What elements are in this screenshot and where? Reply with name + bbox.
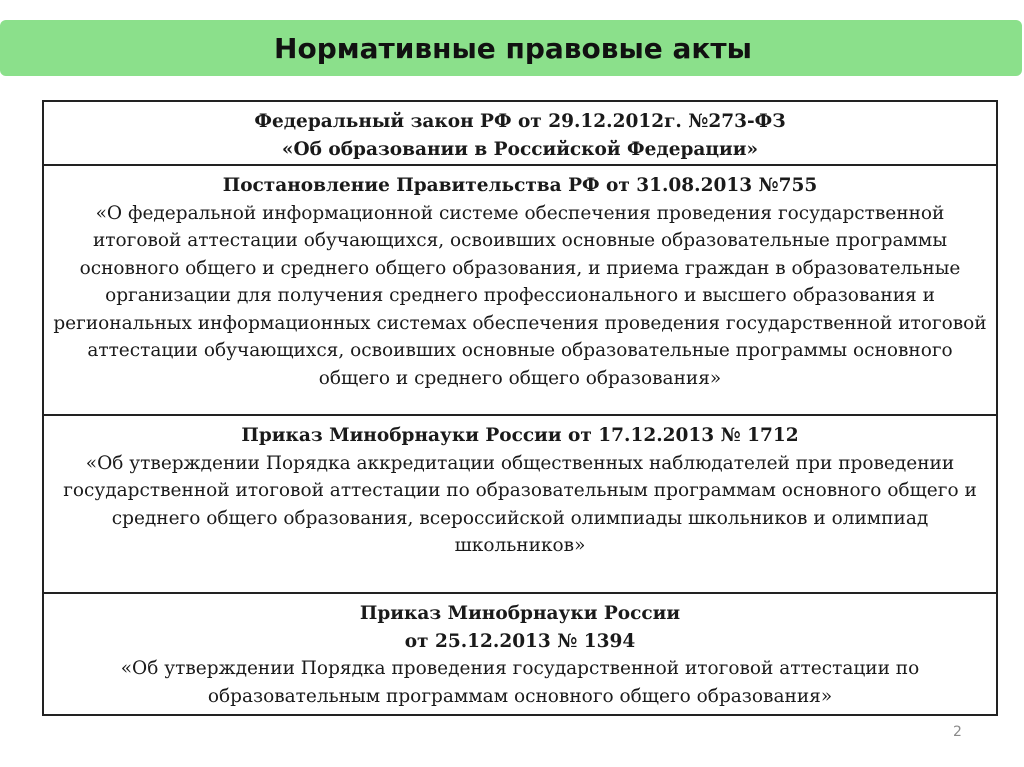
page-number: 2: [953, 724, 962, 740]
act-heading: Федеральный закон РФ от 29.12.2012г. №273-ФЗ: [254, 111, 786, 132]
act-description: «Об утверждении Порядка проведения государственной итоговой аттестации по образовательным программам основного общего образования»: [120, 658, 920, 707]
act-heading: Постановление Правительства РФ от 31.08.2013 №755: [222, 175, 818, 196]
act-cell-order-1712: [43, 415, 997, 593]
title-banner: [0, 20, 1022, 76]
act-description: «О федеральной информационной системе обеспечения проведения государственной итоговой аттестации обучающихся, освоивших основные образовательные программы основного общего и среднего общего образования, и приема граждан в образовательные организации для получения среднего профессионального и высшего образования и региональных информационных системах обеспечения проведения государственной итоговой аттестации обучающихся, освоивших основные образовательные программы основного общего и среднего общего образования»: [53, 202, 987, 389]
act-heading-line2: от 25.12.2013 № 1394: [404, 630, 636, 652]
act-heading: Приказ Минобрнауки России от 17.12.2013 № 1712: [241, 425, 799, 446]
act-cell-order-1394: [43, 593, 997, 715]
slide-title: Нормативные правовые акты: [274, 31, 752, 65]
act-description: «Об утверждении Порядка аккредитации общественных наблюдателей при проведении государственной итоговой аттестации по образовательным программам основного общего и среднего общего образования, всероссийской олимпиады школьников и олимпиад школьников»: [63, 452, 977, 556]
act-heading-line2: «Об образовании в Российской Федерации»: [281, 138, 759, 160]
table-row: [43, 165, 997, 415]
table-row: [43, 101, 997, 165]
act-cell-federal-law: [43, 101, 997, 165]
table-row: [43, 415, 997, 593]
normative-acts-table: [42, 100, 998, 716]
act-heading: Приказ Минобрнауки России: [359, 603, 681, 624]
act-cell-resolution-755: [43, 165, 997, 415]
table-row: [43, 593, 997, 715]
